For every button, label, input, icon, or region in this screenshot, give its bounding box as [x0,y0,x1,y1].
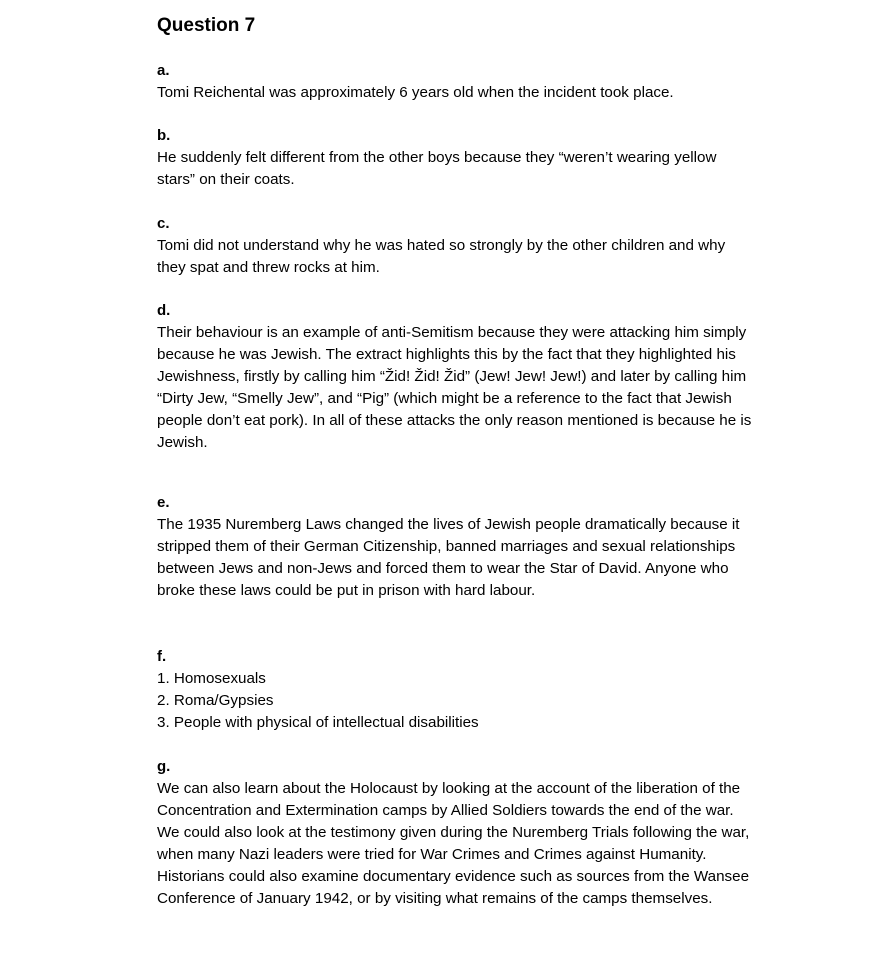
answer-text: Their behaviour is an example of anti-Semitism because they were attacking him simply because he was Jewish. The extract highlights this by the fact that they highlighted his Jewishness, firstly by calling him “Žid! Žid! Žid” (Jew! Jew! Jew!) and later by calling him “Dirty Jew, “Smelly Jew”, and “Pig” (which might be a reference to the fact that Jewish people don’t eat pork). In all of these attacks the only reason mentioned is because he is Jewish. [157,324,752,451]
answer-text: We can also learn about the Holocaust by looking at the account of the liberation of the Concentration and Extermination camps by Allied Soldiers towards the end of the war. We could also look at the testimony given during the Nuremberg Trials following the war, when many Nazi leaders were tried for War Crimes and Crimes against Humanity. Historians could also examine documentary evidence such as sources from the Wansee Conference of January 1942, or by visiting what remains of the camps themselves. [157,780,750,907]
answer-label: b. [157,127,171,144]
answer-section-d [157,300,757,454]
answer-section-c [157,213,757,279]
answer-text: He suddenly felt different from the other boys because they “weren’t wearing yellow stars” on their coats. [157,149,717,188]
answer-text: The 1935 Nuremberg Laws changed the lives of Jewish people dramatically because it stripped them of their German Citizenship, banned marriages and sexual relationships between Jews and non-Jews and forced them to wear the Star of David. Anyone who broke these laws could be put in prison with hard labour. [157,516,740,599]
answer-section-e [157,492,757,602]
answer-label: f. [157,648,167,665]
answer-label: c. [157,215,170,232]
list-item: 1. Homosexuals [157,670,266,687]
answer-label: e. [157,494,170,511]
answer-section-f [157,646,757,734]
answer-section-a [157,60,757,104]
answer-section-b [157,125,757,191]
answer-label: g. [157,758,171,775]
list-item: 2. Roma/Gypsies [157,692,274,709]
list-item: 3. People with physical of intellectual disabilities [157,714,479,731]
answer-text: Tomi Reichental was approximately 6 years old when the incident took place. [157,84,674,101]
answer-text: Tomi did not understand why he was hated so strongly by the other children and why they spat and threw rocks at him. [157,237,726,276]
answer-label: a. [157,62,170,79]
answer-label: d. [157,302,171,319]
answer-section-g [157,756,757,910]
victim-groups-list [157,668,757,734]
question-title: Question 7 [157,15,256,36]
